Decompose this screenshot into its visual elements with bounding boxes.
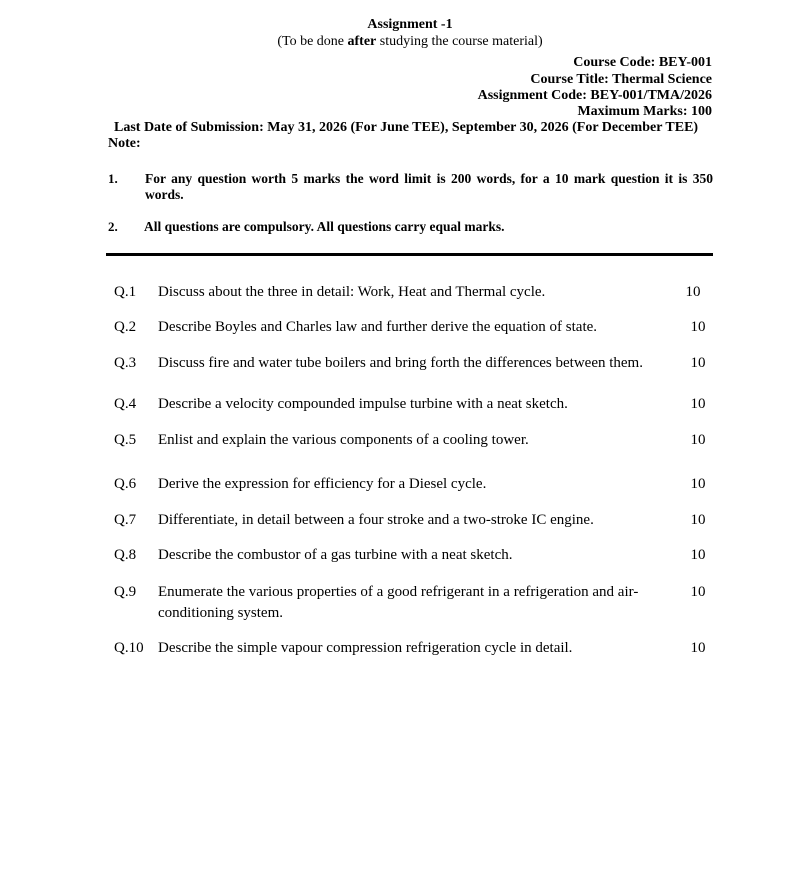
subtitle-after: studying the course material)	[376, 34, 543, 49]
assignment-subtitle	[0, 34, 810, 50]
maximum-marks: Maximum Marks: 100	[577, 104, 712, 119]
question-number: Q.10	[114, 640, 144, 656]
question-marks: 10	[690, 584, 706, 600]
question-marks: 10	[690, 355, 706, 371]
question-marks: 10	[690, 319, 706, 335]
note-label: Note:	[108, 136, 141, 151]
question-number: Q.3	[114, 355, 137, 371]
question-marks: 10	[690, 432, 706, 448]
question-text: Differentiate, in detail between a four stroke and a two-stroke IC engine.	[158, 512, 594, 528]
question-text: Discuss about the three in detail: Work, Heat and Thermal cycle.	[158, 284, 546, 300]
note-text: All questions are compulsory. All questions carry equal marks.	[144, 219, 505, 234]
question-marks: 10	[690, 512, 706, 528]
question-text: Describe the combustor of a gas turbine with a neat sketch.	[158, 547, 513, 563]
question-number: Q.9	[114, 584, 137, 600]
question-text: Enumerate the various properties of a good refrigerant in a refrigeration and air-conditioning system.	[158, 584, 639, 621]
question-number: Q.1	[114, 284, 137, 300]
question-marks: 10	[690, 396, 706, 412]
question-marks: 10	[690, 640, 706, 656]
note-number: 1.	[108, 171, 118, 186]
course-title: Course Title: Thermal Science	[530, 72, 712, 87]
question-number: Q.4	[114, 396, 137, 412]
question-number: Q.5	[114, 432, 137, 448]
question-number: Q.6	[114, 476, 137, 492]
question-number: Q.2	[114, 319, 137, 335]
section-divider	[106, 253, 713, 256]
question-text: Describe Boyles and Charles law and further derive the equation of state.	[158, 319, 598, 335]
last-date-of-submission: Last Date of Submission: May 31, 2026 (For June TEE), September 30, 2026 (For December TEE)	[114, 120, 699, 135]
assignment-title: Assignment -1	[367, 17, 453, 32]
note-text: For any question worth 5 marks the word limit is 200 words, for a 10 mark question it is 350 words.	[145, 171, 713, 202]
question-text: Describe the simple vapour compression refrigeration cycle in detail.	[158, 640, 573, 656]
question-marks: 10	[690, 547, 706, 563]
question-text: Enlist and explain the various components of a cooling tower.	[158, 432, 529, 448]
question-text: Discuss fire and water tube boilers and bring forth the differences between them.	[158, 355, 643, 371]
question-marks: 10	[685, 284, 701, 300]
course-code: Course Code: BEY-001	[573, 55, 712, 70]
question-marks: 10	[690, 476, 706, 492]
question-text: Describe a velocity compounded impulse turbine with a neat sketch.	[158, 396, 568, 412]
note-number: 2.	[108, 219, 118, 234]
question-number: Q.7	[114, 512, 137, 528]
subtitle-emphasis: after	[347, 34, 377, 49]
question-text: Derive the expression for efficiency for a Diesel cycle.	[158, 476, 487, 492]
subtitle-before: (To be done	[277, 34, 348, 49]
question-number: Q.8	[114, 547, 137, 563]
assignment-code: Assignment Code: BEY-001/TMA/2026	[477, 88, 712, 103]
